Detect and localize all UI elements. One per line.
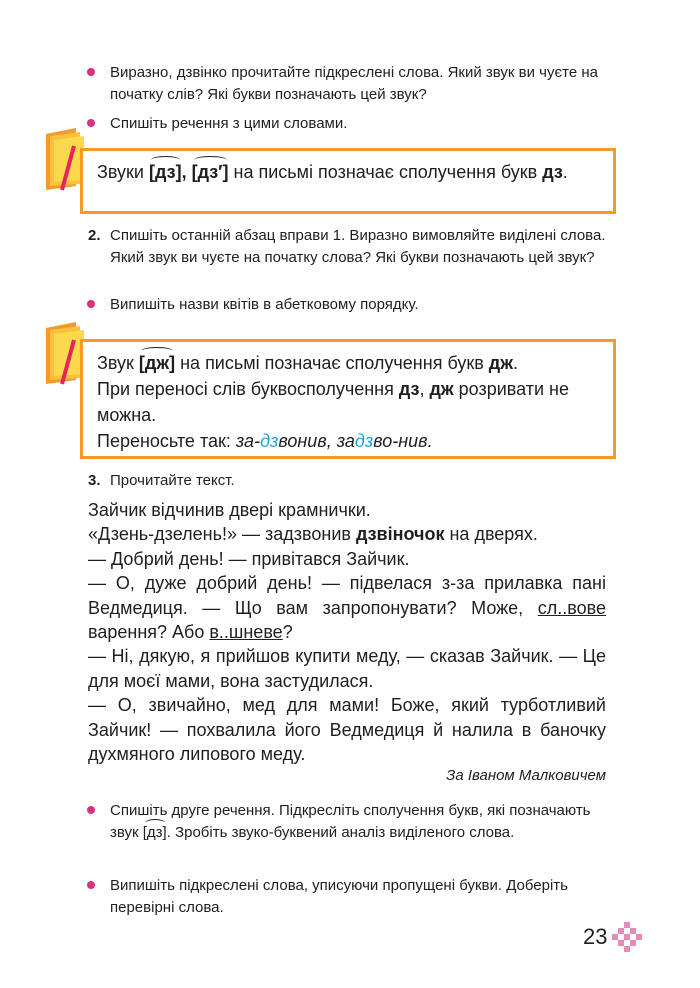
rule-text: на письмі позначає сполучення букв [228,162,543,182]
rule-box-dz [80,148,616,214]
task-text [110,800,618,844]
example-word: за [336,431,355,451]
rule-text: , [181,162,192,182]
underlined-word: в..шневе [209,622,283,643]
story-line [88,571,606,644]
task-fragment: . Зробіть звуко-буквений аналіз виділеного слова. [166,824,515,841]
example-word: во-нив [373,431,428,451]
letters-dz: дз [398,379,420,399]
rule-line-3 [97,428,599,454]
exercise-number: 3. [88,472,101,489]
sound-dz: [дз] [149,159,182,185]
story-line: — О, звичайно, мед для мами! Боже, який турботливий Зайчик! — похвалила його Ведмедиця й налила в баночку духмяного липового меду. [88,695,606,765]
task-bullet-4 [88,800,618,844]
underlined-word: сл..вове [537,597,606,618]
bullet-dot [87,881,95,889]
exercise-number: 2. [88,227,101,244]
story-line: Зайчик відчинив двері крамнички. [88,500,371,520]
example-word: за- [235,431,261,451]
rule-line-2 [97,376,599,428]
rule-text: . [512,353,518,373]
story-line: — Ні, дякую, я прийшов купити меду, — сказав Зайчик. — Це для моєї мами, вона застудилася. [88,646,606,691]
rule-box-dzh [80,339,616,459]
sound-dz: [дз] [143,822,167,844]
exercise-2 [88,225,618,269]
bullet-dot [87,806,95,814]
rule-text: При переносі слів буквосполучення [97,379,399,399]
bullet-dot [87,68,95,76]
author-attribution: За Іваном Малковичем [446,767,606,784]
rule-text: Звук [97,353,139,373]
task-bullet-1 [88,62,618,106]
example-highlight: дз [354,431,374,451]
exercise-3 [88,470,618,492]
story-line [88,522,606,546]
example-highlight: дз [260,431,279,451]
page-number: 23 [583,924,608,949]
example-word: вонив [278,431,327,451]
rule-text: на письмі позначає сполучення букв [175,353,489,373]
letters-dzh: дж [429,379,454,399]
sound-dzh: [дж] [139,350,175,376]
example-word: , [326,431,337,451]
task-text: Випишіть назви квітів в абетковому порядку. [110,296,419,313]
task-bullet-5 [88,875,618,919]
exercise-text: Спишіть останній абзац вправи 1. Виразно вимовляйте виділені слова. Який звук ви чуєте на початку слова? Які букви позначають цей звук? [110,227,606,266]
letters-dzh: дж [488,353,513,373]
letters-dz: дз [542,162,563,182]
exercise-text: Прочитайте текст. [110,472,235,489]
task-bullet-3 [88,294,618,316]
task-text: Спишіть речення з цими словами. [110,115,348,132]
story-fragment: варення? Або [88,622,210,643]
rule-text: Переносьте так: [97,431,236,451]
story-fragment: «Дзень-дзелень!» — задзвонив [88,524,356,545]
task-fragment: Спишіть друге речення. Підкресліть сполучення букв, які позначають звук [110,802,591,841]
rule-text: , [419,379,430,399]
rule-text: розривати не можна. [97,379,570,425]
story-line: — Добрий день! — привітався Зайчик. [88,548,410,569]
story-fragment: ? [282,622,293,643]
rule-text: Звуки [97,162,149,182]
task-text: Виразно, дзвінко прочитайте підкреслені слова. Який звук ви чуєте на початку слів? Які букви позначають цей звук? [110,64,598,103]
example-word: . [427,431,433,451]
story-fragment: на дверях. [444,524,538,545]
rule-line-1 [97,350,599,376]
ornament-icon [612,922,642,952]
highlighted-word: дзвіночок [355,524,445,545]
task-bullet-2 [88,113,618,135]
sound-dz-soft: [дз′] [192,159,229,185]
story-fragment: — О, дуже добрий день! — підвелася з-за прилавка пані Ведмедиця. — Що вам запропонувати? Може, [88,573,606,618]
bullet-dot [87,300,95,308]
rule-text: . [562,162,568,182]
task-text: Випишіть підкреслені слова, уписуючи пропущені букви. Доберіть перевірні слова. [110,877,568,916]
story-text [88,498,606,766]
